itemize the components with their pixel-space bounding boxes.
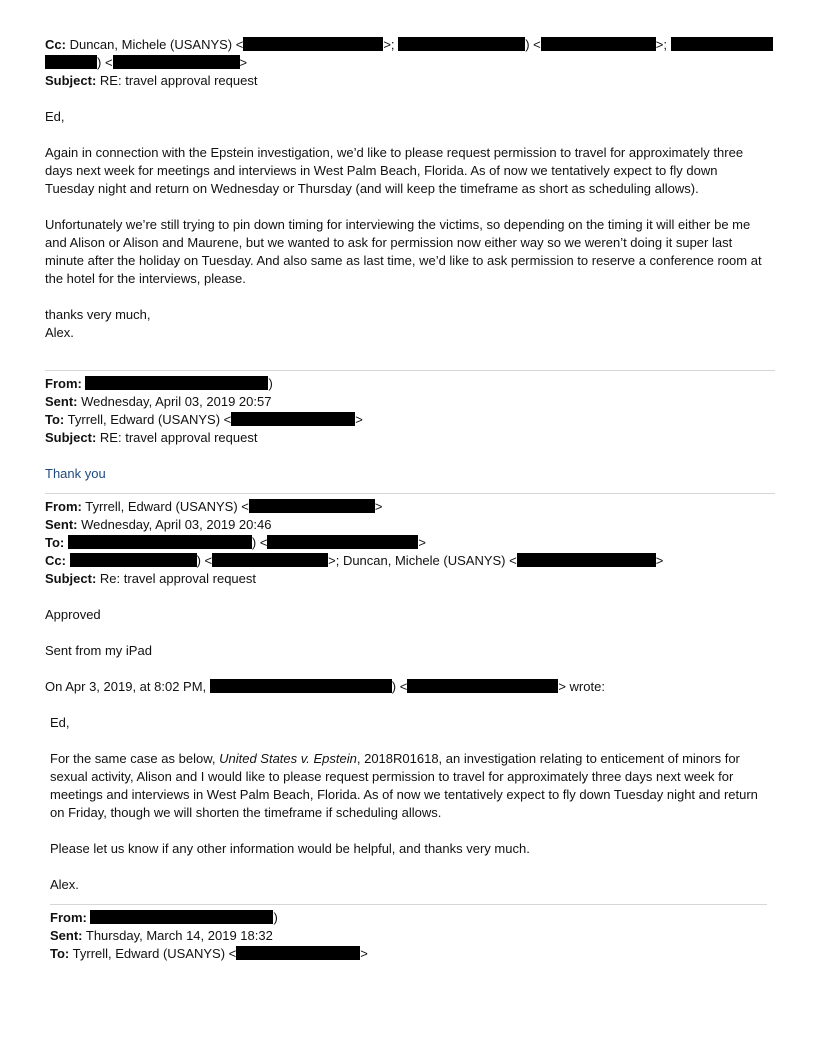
sent-label: Sent: — [45, 517, 78, 532]
quoted-paragraph: Please let us know if any other information would be helpful, and thanks very much. — [50, 841, 530, 856]
sent-line — [50, 927, 775, 945]
closing: thanks very much, — [45, 307, 151, 322]
redacted-name — [671, 37, 773, 51]
sent-line — [45, 393, 775, 411]
quote-intro-line — [45, 678, 775, 696]
cc-separator: ) < — [97, 55, 113, 70]
redacted-sender — [85, 376, 268, 390]
cc-line — [45, 36, 775, 54]
quote-separator: ) < — [391, 679, 408, 694]
redacted-email — [236, 946, 360, 960]
redacted-sender — [90, 910, 273, 924]
to-label: To: — [50, 946, 70, 961]
from-tail: > — [374, 499, 383, 514]
cc-line-continued — [45, 54, 775, 72]
cc-separator: ) < — [525, 37, 541, 52]
to-line — [50, 945, 775, 963]
quoted-paragraph — [50, 750, 765, 822]
quoted-text: For the same case as below, — [50, 751, 220, 766]
cc-tail: > — [655, 553, 664, 568]
greeting: Ed, — [45, 109, 65, 124]
quoted-text: , 2018R01618, an investigation relating to enticement of minors for sexual activity, Alison and I would like to please request permission to travel for approximately three days next week for meetings and interviews in West Palm Beach, Florida. As of now we tentatively expect to fly down Tuesday night and return on Friday, though we will shorten the timeframe if scheduling allows. — [50, 751, 758, 820]
redacted-email — [231, 412, 355, 426]
redacted-name — [45, 55, 97, 69]
cc-separator: ) < — [196, 553, 213, 568]
redacted-email — [212, 553, 328, 567]
to-line — [45, 534, 775, 552]
redacted-email — [517, 553, 656, 567]
cc-line — [45, 552, 775, 570]
from-line — [50, 909, 775, 927]
sent-date: Wednesday, April 03, 2019 20:46 — [81, 517, 272, 532]
to-tail: > — [355, 412, 363, 427]
redacted-email — [267, 535, 418, 549]
quoted-message — [45, 714, 775, 963]
case-name: United States v. Epstein — [219, 751, 357, 766]
body-paragraph: Unfortunately we’re still trying to pin down timing for interviewing the victims, so depending on the timing it will either be me and Alison or Alison and Maurene, but we wanted to ask for permission now either way so we weren’t doing it super last minute after the holiday on Tuesday. And also same as last time, we’d like to ask permission to reserve a conference room at the hotel for the interviews, please. — [45, 217, 762, 286]
redacted-name — [68, 535, 252, 549]
to-line — [45, 411, 775, 429]
cc-name: Duncan, Michele (USANYS) < — [69, 37, 244, 52]
cc-separator: >; — [383, 37, 395, 52]
to-name: Tyrrell, Edward (USANYS) < — [72, 946, 237, 961]
redacted-email — [113, 55, 240, 69]
redacted-email — [407, 679, 558, 693]
redacted-email — [249, 499, 375, 513]
from-label: From: — [45, 499, 82, 514]
quote-tail: > wrote: — [558, 679, 605, 694]
redacted-email — [243, 37, 383, 51]
sent-label: Sent: — [50, 928, 83, 943]
subject-line — [45, 429, 775, 447]
body-paragraph: Again in connection with the Epstein investigation, we’d like to please request permission to travel for approximately three days next week for meetings and interviews in West Palm Beach, Florida. As of now we tentatively expect to fly down Tuesday night and return on Wednesday or Thursday (and will keep the timeframe as short as scheduling allows). — [45, 145, 744, 196]
subject-line — [45, 570, 775, 588]
body-text: Thank you — [45, 466, 106, 481]
sent-line — [45, 516, 775, 534]
subject-label: Subject: — [45, 430, 97, 445]
to-tail: > — [360, 946, 368, 961]
from-tail: ) — [273, 910, 278, 925]
from-name: Tyrrell, Edward (USANYS) < — [85, 499, 249, 514]
to-name: Tyrrell, Edward (USANYS) < — [67, 412, 232, 427]
body-text: Approved — [45, 607, 101, 622]
from-tail: ) — [268, 376, 273, 391]
cc-separator: > — [239, 55, 248, 70]
to-label: To: — [45, 412, 65, 427]
quote-intro: On Apr 3, 2019, at 8:02 PM, — [45, 679, 207, 694]
redacted-name — [398, 37, 525, 51]
subject-line — [45, 72, 775, 90]
signature: Alex. — [45, 325, 74, 340]
quoted-signature: Alex. — [50, 877, 79, 892]
sent-from-text: Sent from my iPad — [45, 643, 152, 658]
subject-label: Subject: — [45, 73, 97, 88]
sent-date: Thursday, March 14, 2019 18:32 — [85, 928, 273, 943]
redacted-name — [210, 679, 392, 693]
redacted-name — [70, 553, 197, 567]
from-line — [45, 375, 775, 393]
from-label: From: — [45, 376, 82, 391]
subject-text: Re: travel approval request — [99, 571, 257, 586]
sent-date: Wednesday, April 03, 2019 20:57 — [81, 394, 272, 409]
subject-label: Subject: — [45, 571, 97, 586]
to-tail: > — [418, 535, 427, 550]
from-line — [45, 498, 775, 516]
subject-text: RE: travel approval request — [99, 73, 258, 88]
email-document — [45, 36, 775, 963]
to-label: To: — [45, 535, 65, 550]
from-label: From: — [50, 910, 87, 925]
sent-label: Sent: — [45, 394, 78, 409]
redacted-email — [541, 37, 656, 51]
cc-label: Cc: — [45, 37, 66, 52]
subject-text: RE: travel approval request — [99, 430, 258, 445]
to-separator: ) < — [251, 535, 268, 550]
cc-separator: >; — [655, 37, 667, 52]
cc-text: >; Duncan, Michele (USANYS) < — [328, 553, 517, 568]
quoted-greeting: Ed, — [50, 715, 70, 730]
cc-label: Cc: — [45, 553, 66, 568]
